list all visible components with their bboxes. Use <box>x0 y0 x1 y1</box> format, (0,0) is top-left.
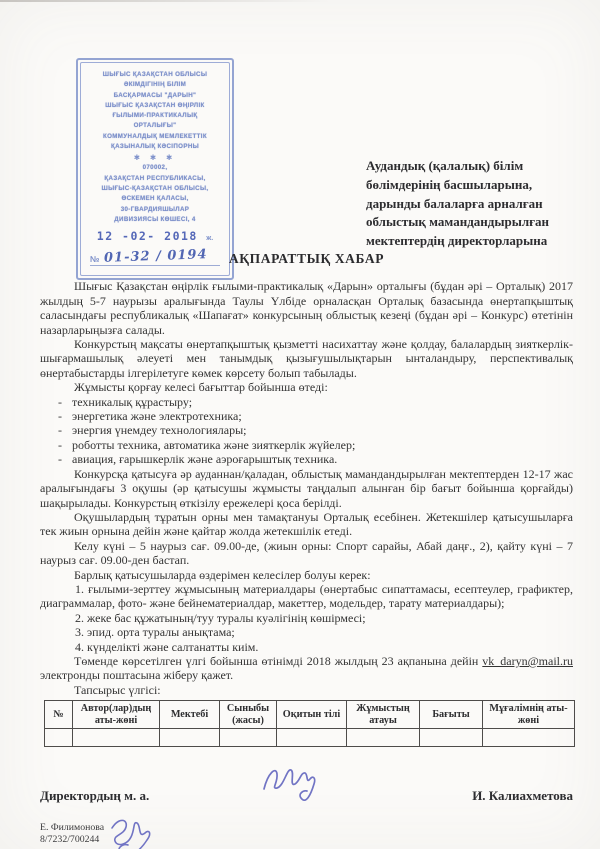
list-item: - энергия үнемдеу технологиялары; <box>72 423 573 437</box>
stamp-org-line: КОММУНАЛДЫҚ МЕМЛЕКЕТТІК <box>103 132 207 140</box>
table-empty-cell <box>220 729 277 747</box>
paragraph-sample-intro: Тапсырыс үлгісі: <box>74 682 161 697</box>
addressee-line: бөлімдерінің басшыларына, <box>366 176 533 192</box>
table-empty-cell <box>160 729 220 747</box>
stamp-address-line: ДИВИЗИЯСЫ КӨШЕСІ, 4 <box>114 215 196 223</box>
stamp-address-line: ӨСКЕМЕН ҚАЛАСЫ, <box>121 195 189 203</box>
stamp-org-line: ӘКІМДІГІНІҢ БІЛІМ <box>123 81 187 89</box>
list-item: - энергетика және электротехника; <box>72 409 573 423</box>
numbered-item: ғылыми-зерттеу жұмысының материалдары (өнертабыс сипаттамасы, есептеулер, графиктер, диаграммалар, фото- және бейнематериалдар, макеттер, модельдер, тарату материалдары); <box>40 581 573 611</box>
requirements-list <box>40 582 573 654</box>
table-header-cell: Жұмыстың атауы <box>347 701 420 729</box>
paragraph-participation: Конкурсқа қатысуға әр ауданнан/қаладан, облыстық мамандандырылған мектептерден 12-17 жас аралығындағы 3 оқушы (әр қатысушы жұмысты таңдалып алынған бір бағыт бойынша қорғайды) шақырылады. Конкурстың өткізілу ережелері қоса берілді. <box>40 466 573 510</box>
numbered-item: жеке бас құжатының/туу туралы куәлігінің көшірмесі; <box>87 610 366 625</box>
table-empty-cell <box>483 729 575 747</box>
email-address: vk_daryn@mail.ru <box>482 653 573 668</box>
table-empty-cell <box>73 729 160 747</box>
list-item: - авиация, ғарышкерлік және аэроғарыштық техника. <box>72 452 573 466</box>
registration-number-handwriting: 01-32 / 0194 <box>104 247 209 266</box>
table-empty-cell <box>277 729 347 747</box>
table-header-cell: Бағыты <box>420 701 483 729</box>
table-header-cell: Оқитын тілі <box>277 701 347 729</box>
table-header-cell: Автор(лар)дың аты-жөні <box>73 701 160 729</box>
list-item: - техникалық құрастыру; <box>72 395 573 409</box>
stamp-stars-separator: ✱ ✱ ✱ <box>133 153 177 163</box>
table-empty-cell <box>420 729 483 747</box>
stamp-org-line: ШЫҒЫС ҚАЗАҚСТАН ӨҢІРЛІК <box>105 101 205 109</box>
stamp-org-line: ШЫҒЫС ҚАЗАҚСТАН ОБЛЫСЫ <box>102 71 208 78</box>
addressee-block <box>366 157 592 251</box>
executor-phone: 8/7232/700244 <box>40 834 100 846</box>
stamp-org-line: БАСҚАРМАСЫ "ДАРЫН" <box>113 91 197 99</box>
stamp-address-line: 070002, <box>142 164 168 172</box>
date-stamp-suffix: ж. <box>206 235 214 243</box>
official-stamp-inner <box>80 62 230 276</box>
executor-name: Е. Филимонова <box>40 821 105 833</box>
director-position-label: Директордың м. а. <box>40 788 150 804</box>
table-header-cell: Мектебі <box>160 701 220 729</box>
table-header-cell: № <box>45 701 73 729</box>
paragraph-announcement: Шығыс Қазақстан өңірлік ғылыми-практикалық «Дарын» орталығы (бұдан әрі – Орталық) 2017 жылдың 5-7 наурызы аралығында Таулы Үлбіде орналасқан Орталық базасында өнертапқыштық саласындағы республикалық «Шапағат» конкурсының облыстық кезеңі (бұдан әрі – Конкурс) өтетінін назарларыңызға салады. <box>40 279 573 337</box>
stamp-address-line: ШЫҒЫС-ҚАЗАҚСТАН ОБЛЫСЫ, <box>101 184 209 192</box>
paragraph-requirements-intro: Барлық қатысушыларда өздерімен келесілер болуы керек: <box>74 567 371 582</box>
director-name: И. Калиахметова <box>472 788 573 804</box>
list-item: - роботты техника, автоматика және зияткерлік жүйелер; <box>72 438 573 452</box>
table-empty-row <box>45 729 575 747</box>
executor-block <box>40 822 573 847</box>
table-header-cell: Сыныбы (жасы) <box>220 701 277 729</box>
director-signature <box>256 757 340 807</box>
letter-body <box>40 252 573 847</box>
addressee-line: дарынды балаларға арналған <box>366 195 543 211</box>
directions-list <box>40 395 573 467</box>
stamp-org-line: ҚАЗЫНАЛЫҚ КӘСІПОРНЫ <box>110 143 200 151</box>
paragraph-deadline <box>40 654 573 683</box>
stamp-address-line: ҚАЗАҚСТАН РЕСПУБЛИКАСЫ, <box>104 174 206 182</box>
table-empty-cell <box>347 729 420 747</box>
registration-number-label: № <box>90 254 100 265</box>
document-title: АҚПАРАТТЫҚ ХАБАР <box>228 251 385 266</box>
addressee-line: облыстық мамандандырылған <box>366 214 550 230</box>
date-stamp <box>83 229 227 243</box>
stamp-org-line: ОРТАЛЫҒЫ" <box>133 122 177 130</box>
numbered-item: күнделікті және салтанатты киім. <box>87 639 259 654</box>
paragraph-goal: Конкурстың мақсаты өнертапқыштық қызметті насихаттау және қолдау, балалардың зияткерлік-шығармашылық әлеуеті мен танымдық қызығушылықтарын ынталандыру, перспективалық өнертабыстарды ілгерілетуге көмек көрсету болып табылады. <box>40 337 573 380</box>
table-header-cell: Мұғалімнің аты-жөні <box>483 701 575 729</box>
numbered-item: эпид. орта туралы анықтама; <box>87 625 235 640</box>
signoff-row <box>40 789 573 803</box>
addressee-line: мектептердің директорларына <box>366 233 548 249</box>
paragraph-accommodation: Оқушылардың тұратын орны мен тамақтануы Орталық есебінен. Жетекшілер қатысушыларға тек жиын орнына дейін және қайтар жолда жетекшілік етеді. <box>40 509 573 539</box>
application-form-table <box>44 700 575 747</box>
executor-signature <box>96 810 174 849</box>
paragraph-directions-intro: Жұмысты қорғау келесі бағыттар бойынша өтеді: <box>74 380 328 395</box>
table-empty-cell <box>45 729 73 747</box>
stamp-org-line: ҒЫЛЫМИ-ПРАКТИКАЛЫҚ <box>112 112 198 120</box>
official-stamp <box>76 58 234 280</box>
stamp-address-line: 30-ГВАРДИЯШЫЛАР <box>120 205 190 213</box>
deadline-text-before: Төменде көрсетілген үлгі бойынша өтінімді 2018 жылдың 23 ақпанына дейін <box>74 653 479 668</box>
deadline-text-after: электронды поштасына жіберу қажет. <box>40 668 234 683</box>
date-stamp-value: 12 -02- 2018 <box>96 229 198 244</box>
table-header-row <box>45 701 575 729</box>
paragraph-schedule: Келу күні – 5 наурыз сағ. 09.00-де, (жиын орны: Спорт сарайы, Абай даңғ., 2), қайту күні – 7 наурыз сағ. 09.00-ден бастап. <box>40 538 573 568</box>
addressee-line: Аудандық (қалалық) білім <box>366 158 524 173</box>
